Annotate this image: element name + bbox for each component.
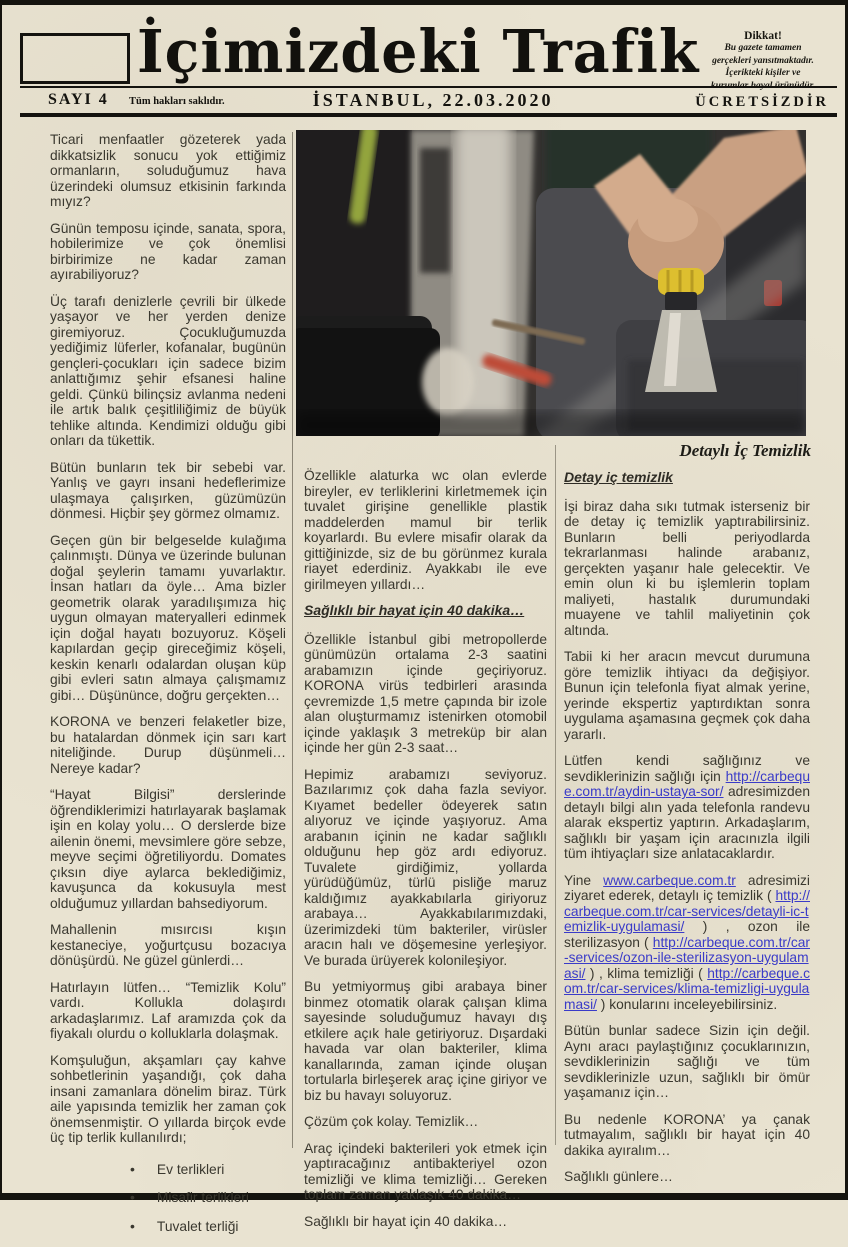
masthead-title: İçimizdeki Trafik [137,16,700,87]
paragraph: Mahallenin mısırcısı kışın kestaneciye, yoğurtçusu bozacıya dönüşürdü. Ne güzel günlerdi… [50,922,286,968]
paragraph: Komşuluğun, akşamları çay kahve sohbetlerinin yaşandığı, çok daha insani zamanlara dönelim biraz. Türk aile yapısında temizlik her zaman çok önemsenmiştir. O yıllarda birçok evde üç tip terlik kullanılırdı; [50,1052,286,1145]
paragraph: “Hayat Bilgisi” derslerinde öğrendiklerimizi hatırlayarak başlamak işin en kolay yolu… O derslerde bize ailenin önemi, mevsimlere göre sebze, meyve seçimi öğretiliyordu. Domates çıksın diye aylarca beklediğimiz, kavuşunca da kokusuyla mest olduğumuz yıllardan bahsediyorum. [50,787,286,911]
paragraph: Günün temposu içinde, sanata, spora, hobilerimize ve çok önemlisi birbirimize ne kadar zaman ayırabiliyoruz? [50,220,286,282]
inline-link[interactable]: http://carbeque.com.tr/aydin-ustaya-sor/ [564,768,810,799]
text-run: adresimizi ziyaret ederek, detaylı iç temizlik ( [564,872,810,903]
paragraph: KORONA ve benzeri felaketler bize, bu hatalardan dönmek için sarı kart niteliğinde. Durup düşünmeli… Nereye kadar? [50,714,286,776]
bullet-item: • Tuvalet terliği [130,1219,286,1235]
text-run: ) konularını inceleyebilirsiniz. [596,996,778,1012]
dateline: İSTANBUL, 22.03.2020 [312,90,554,110]
disclaimer-line: İçerikteki kişiler ve [725,68,801,78]
paragraph: Bütün bunlar sadece Sizin için değil. Aynı aracı paylaştığınız çocuklarınızın, sevdiklerinizin sağlığı ve tüm sevdiklerinizle uzun, sağlıklı bir ömür yaşamanız için… [564,1023,810,1100]
text-run: ) , klima temizliği ( [585,965,708,981]
inline-link[interactable]: http://carbeque.com.tr/car-services/detayli-ic-temizlik-uygulamasi/ [564,888,810,934]
header-rule-thick [20,113,837,117]
disclaimer-line: gerçekleri yansıtmaktadır. [712,55,814,66]
article-column-2 [304,468,547,1240]
photo-caption: Detaylı İç Temizlik [679,441,811,460]
rights-reserved: Tüm hakları saklıdır. [129,96,225,107]
paragraph: Bütün bunların tek bir sebebi var. Yanlış ve gayrı insani hedeflerimize ulaşmaya çalışırken, güzümüzün dönmesi. Hiçbir şey görmez olmamız. [50,459,286,521]
disclaimer-notice [687,30,839,92]
paragraph: Özellikle alaturka wc olan evlerde bireyler, ev terliklerini kirletmemek için tuvalet girişine genellikle plastik maddelerden mamul bir terlik koyarlardı. Bu evlere misafir olarak da gittiğinizde, siz de bu görünmez kurala riayet ederdiniz. Ayakkabı ile eve girilmeyen yıllardı… [304,468,547,592]
paragraph: Sağlıklı bir hayat için 40 dakika… [304,1213,508,1229]
inline-link[interactable]: www.carbeque.com.tr [603,872,736,888]
paragraph: Araç içindeki bakterileri yok etmek için yaptıracağınız antibakteriyel ozon temizliği ve klima temizliği… Gereken toplam zaman yaklaşık 40 dakika… [304,1140,547,1202]
text-run: Lütfen kendi sağlığınız ve sevdiklerinizin sağlığı için [564,753,810,784]
paragraph: Bu yetmiyormuş gibi arabaya biner binmez otomatik olarak çalışan klima sayesinde soluduğumuz havayı dış etkilere açık hale getiriyoruz. Dışardaki havada var olan bakteriler, klima kanallarında, zaman içinde oluşan tortularla birleşerek araç içine giriyor ve biz bu havayı soluyoruz. [304,979,547,1103]
text-run: adresimizden detaylı bilgi alın yada telefonla randevu alarak ekspertiz yaptırın. Arkadaşlarım, sağlıklı bir yaşam için aracınızla ilgili tüm ihtiyaçları size anlatacaklardır. [564,784,810,861]
paragraph: Hepimiz arabamızı seviyoruz. Bazılarımız çok daha fazla seviyor. Kıyamet bedeller ödeyerek satın alıyoruz ve içinde yaşıyoruz. Ama arabanın içinin ne kadar sağlıklı olduğunu hep göz ardı ediyoruz. Tuvalete girdiğimiz, yollarda yürüdüğümüz, türlü pisliğe maruz kaldığımız ayakkabılarla giriyoruz arabaya… Ayakkabılarımızdaki, üzerimizdeki tüm bakteriler, virüsler aracın halı ve döşemesine yerleşiyor. Ve burada ürüyerek kolonileşiyor. [304,766,547,968]
header-rule-thin [20,86,837,88]
disclaimer-title: Dikkat! [744,30,782,42]
article-column-3 [564,468,810,1196]
section-heading: Sağlıklı bir hayat için 40 dakika… [304,602,525,618]
paragraph: Çözüm çok kolay. Temizlik… [304,1114,479,1129]
paragraph: Sağlıklı günlere… [564,1169,673,1184]
column-divider [555,445,556,1145]
inline-link[interactable]: http://carbeque.com.tr/car-services/ozon-ile-sterilizasyon-uygulamasi/ [564,934,810,981]
paragraph: Üç tarafı denizlerle çevrili bir ülkede yaşayor ve her yerden denize giremiyoruz. Çocukluğumuzda yediğimiz lüferler, kofanalar, bugünün gençleri-çocukları için sadece bizim anlattığımız şehir efsanesi haline geldi. Çünkü bilinçsiz avlanma nedeni ile artık balık çeşitliliğimiz de büyük tehlike altında. Kendimizi olduğu gibi onları da tükettik. [50,293,286,448]
paragraph: Geçen gün bir belgeselde kulağıma çalınmıştı. Dünya ve üzerinde bulunan doğal şeylerin tamamı yuvarlaktır. İnsan hatları da öyle… Ama bizler geometrik olarak yaradılışımıza hiç uygun olmayan materyalleri edinmek için doğal hayatı bozuyoruz. Köşeli kapılardan geçip gireceğimiz köşeli, keskin kenarlı odalardan oluşan küp gibi evleri satın almaya çalışmamız gibi… Düşününce, doğru gerçekten… [50,532,286,703]
car-cleaning-photo [296,130,806,436]
paragraph: Ticari menfaatler gözeterek yada dikkatsizlik sonucu yok ettiğimiz ormanların, soluduğumuz hava üzerindeki olumsuz etkisinin farkında mıyız? [50,132,286,209]
bullet-item: • Ev terlikleri [130,1162,286,1178]
disclaimer-line: Bu gazete tamamen [724,43,802,53]
paragraph: Bu nedenle KORONA’ ya çanak tutmayalım, sağlıklı bir hayat için 40 dakika ayıralım… [564,1111,810,1158]
paragraph: Özellikle İstanbul gibi metropollerde günümüzün ortalama 2-3 saatini arabamızın içinde geçiriyoruz. KORONA virüs tedbirleri arasında çevremizde 1,5 metre çapında bir izole alan oluşturmamız istenirken otomobil içinde yaklaşık 3 metreküp bir alan içinde her gün 2-3 saat… [304,631,547,755]
text-run: Yine [564,872,604,888]
car-cleaning-photo-art [296,130,806,436]
column-divider [292,132,293,1148]
article-column-1 [50,132,286,1247]
paragraph: Hatırlayın lütfen… “Temizlik Kolu” vardı. Kollukla dolaşırdı arkadaşlarımız. Laf aramızda çok da fiyakalı olurdu o kolluklarla dolaşmak. [50,979,286,1041]
paragraph [564,753,810,862]
paragraph [564,873,810,1013]
issue-number: SAYI 4 [48,91,109,108]
paragraph: Tabii ki her aracın mevcut durumuna göre temizlik ihtiyacı da değişiyor. Bunun için telefonla fiyat almak yerine, yerinde ekspertiz yaptırdıktan sonra uygulama aşamasına geçmek çok daha yararlı. [564,649,810,742]
paragraph: İşi biraz daha sıkı tutmak isterseniz bir de detay iç temizlik yaptırabilirsiniz. Bunların belli periyodlarda tekrarlanması halinde arabanız, gerçekten yaşanır hale gelecektir. Ve emin olun ki bu işlemlerin toplam maliyeti, hastalık durumundaki muayene ve tahlil maliyetinin çok altında. [564,498,810,638]
text-run: ) , ozon ile sterilizasyon ( [564,919,810,950]
bullet-item: • Misafir terlikleri [130,1190,286,1206]
price-label: ÜCRETSİZDİR [695,94,829,110]
bullet-list [50,1162,286,1235]
masthead-logo-box [20,33,130,84]
inline-link[interactable]: http://carbeque.com.tr/car-services/klima-temizligi-uygulamasi/ [564,965,810,1012]
section-heading: Detay iç temizlik [564,469,673,485]
